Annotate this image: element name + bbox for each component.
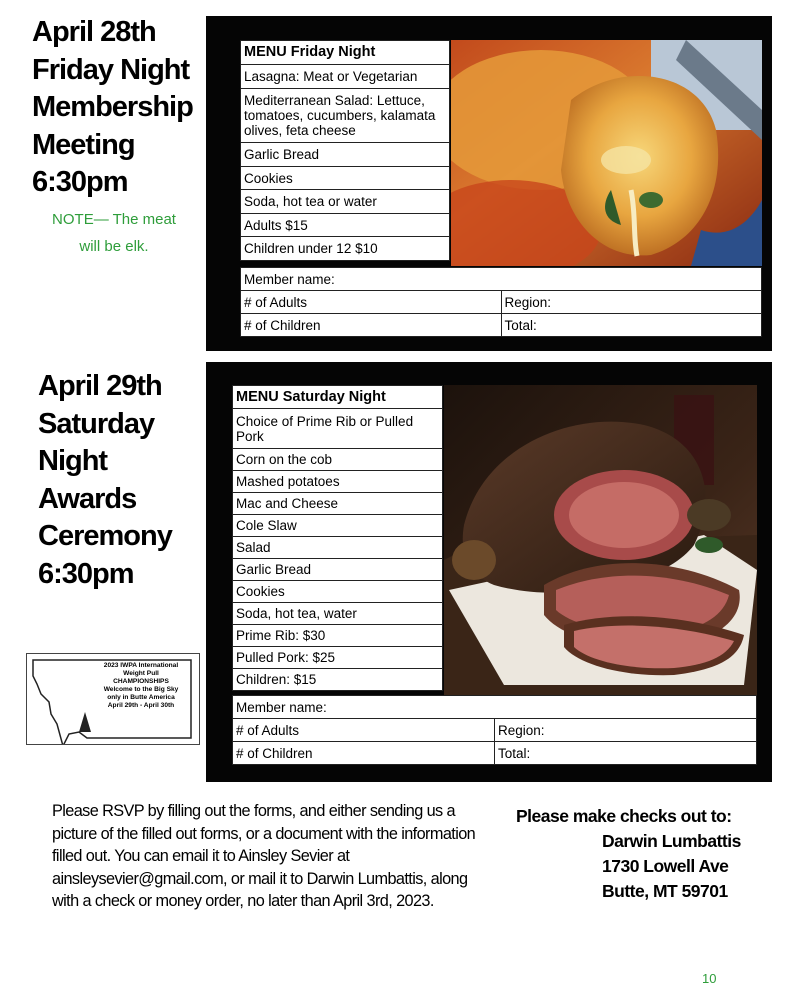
friday-menu-header: MENU Friday Night [241, 41, 450, 65]
logo-line: only in Butte America [107, 694, 175, 701]
saturday-heading-line: 6:30pm [38, 557, 134, 590]
championship-logo [26, 653, 200, 745]
logo-line: CHAMPIONSHIPS [113, 678, 169, 685]
checks-payable [516, 804, 741, 904]
saturday-children-field[interactable]: # of Children [233, 742, 495, 765]
friday-menu-item: Lasagna: Meat or Vegetarian [241, 65, 450, 89]
friday-region-field[interactable]: Region: [501, 291, 762, 314]
lasagna-photo [451, 40, 762, 266]
friday-menu-item: Soda, hot tea or water [241, 190, 450, 214]
saturday-adults-field[interactable]: # of Adults [233, 719, 495, 742]
saturday-menu-item: Children: $15 [233, 669, 443, 691]
friday-total-field[interactable]: Total: [501, 314, 762, 337]
saturday-menu-item: Pulled Pork: $25 [233, 647, 443, 669]
friday-member-name-field[interactable]: Member name: [241, 268, 762, 291]
logo-line: Weight Pull [123, 670, 159, 677]
logo-text [87, 662, 195, 710]
saturday-menu-item: Choice of Prime Rib or Pulled Pork [233, 409, 443, 449]
saturday-menu-item: Cookies [233, 581, 443, 603]
friday-menu-item: Cookies [241, 167, 450, 190]
prime-rib-photo-image [444, 385, 757, 695]
checks-line: 1730 Lowell Ave [602, 856, 729, 876]
rsvp-instructions: Please RSVP by filling out the forms, and either sending us a picture of the filled out forms, or a document with the information filled out. You can email it to Ainsley Sevier at ainsleysevier@gmail.com, or mail it to Darwin Lumbattis, along with a check or money order, no later than April 3rd, 2023. [52, 802, 476, 911]
saturday-heading [38, 368, 172, 593]
friday-heading-line: Friday Night [32, 53, 190, 86]
saturday-heading-line: Night [38, 445, 108, 477]
saturday-heading-line: Saturday [38, 407, 155, 440]
saturday-menu-item: Prime Rib: $30 [233, 625, 443, 647]
saturday-menu-item: Mac and Cheese [233, 493, 443, 515]
checks-title: Please make checks out to: [516, 806, 732, 826]
saturday-form-table [232, 695, 757, 765]
friday-menu-item: Children under 12 $10 [241, 237, 450, 261]
meat-note-line: will be elk. [79, 238, 149, 255]
saturday-menu-table [232, 385, 443, 691]
saturday-menu-item: Mashed potatoes [233, 471, 443, 493]
page-number: 10 [702, 971, 717, 986]
friday-menu-item: Adults $15 [241, 214, 450, 237]
saturday-member-name-field[interactable]: Member name: [233, 696, 757, 719]
friday-heading-line: Membership [32, 91, 193, 123]
logo-line: April 29th - April 30th [107, 702, 175, 709]
friday-heading-line: 6:30pm [32, 166, 128, 198]
friday-menu-table [240, 40, 450, 261]
prime-rib-photo [444, 385, 757, 695]
friday-heading-line: April 28th [32, 16, 156, 48]
friday-children-field[interactable]: # of Children [241, 314, 502, 337]
saturday-heading-line: April 29th [38, 370, 162, 402]
saturday-menu-item: Corn on the cob [233, 449, 443, 471]
checks-line: Darwin Lumbattis [602, 831, 741, 851]
logo-line: 2023 IWPA International [103, 662, 179, 669]
saturday-region-field[interactable]: Region: [495, 719, 757, 742]
logo-line: Welcome to the Big Sky [103, 686, 179, 693]
saturday-heading-line: Awards [38, 482, 137, 515]
saturday-menu-item: Garlic Bread [233, 559, 443, 581]
saturday-heading-line: Ceremony [38, 520, 172, 552]
friday-menu-item: Mediterranean Salad: Lettuce, tomatoes, cucumbers, kalamata olives, feta cheese [241, 89, 450, 143]
friday-form-table [240, 267, 762, 337]
saturday-menu-item: Cole Slaw [233, 515, 443, 537]
friday-menu-item: Garlic Bread [241, 143, 450, 167]
friday-heading [32, 14, 193, 202]
saturday-menu-item: Salad [233, 537, 443, 559]
friday-heading-line: Meeting [32, 128, 135, 161]
lasagna-photo-image [451, 40, 762, 266]
saturday-total-field[interactable]: Total: [495, 742, 757, 765]
meat-note-line: NOTE— The meat [52, 211, 176, 228]
friday-adults-field[interactable]: # of Adults [241, 291, 502, 314]
checks-line: Butte, MT 59701 [602, 881, 728, 901]
saturday-menu-item: Soda, hot tea, water [233, 603, 443, 625]
meat-note [30, 206, 198, 260]
saturday-menu-header: MENU Saturday Night [233, 386, 443, 409]
